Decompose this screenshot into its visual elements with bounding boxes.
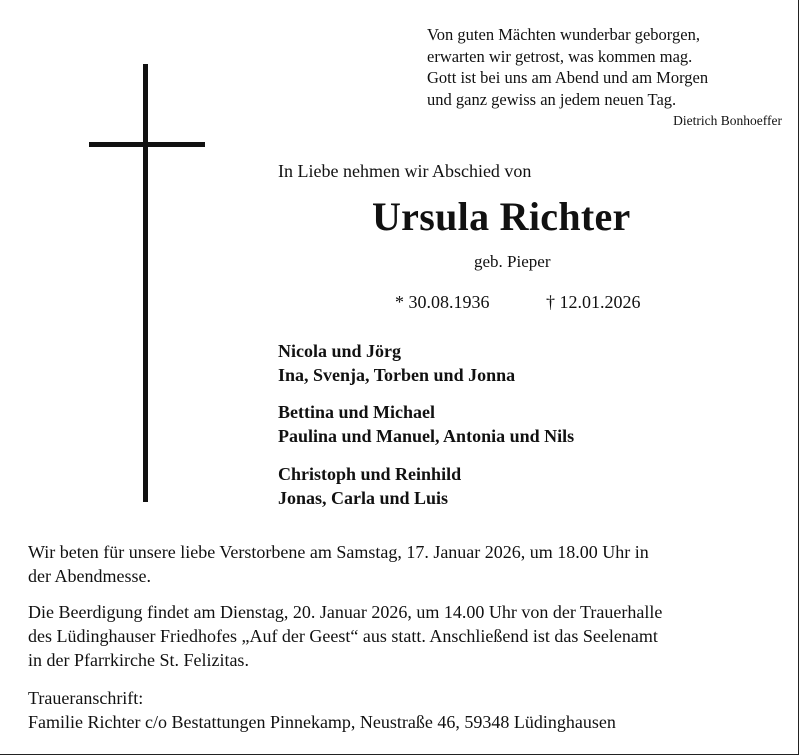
- family-group: [278, 339, 515, 387]
- family-line: Bettina und Michael: [278, 402, 436, 422]
- paragraph-line: Die Beerdigung findet am Dienstag, 20. Januar 2026, um 14.00 Uhr von der Trauerhalle: [28, 602, 663, 622]
- poem-line: Gott ist bei uns am Abend und am Morgen: [427, 68, 709, 87]
- paragraph-line: Familie Richter c/o Bestattungen Pinnekamp, Neustraße 46, 59348 Lüdinghausen: [28, 712, 616, 732]
- poem-line: und ganz gewiss an jedem neuen Tag.: [427, 89, 677, 109]
- paragraph-line: der Abendmesse.: [28, 566, 151, 586]
- paragraph-line: des Lüdinghauser Friedhofes „Auf der Geest“ aus statt. Anschließend ist das Seelenamt: [28, 626, 658, 646]
- paragraph-line: in der Pfarrkirche St. Felizitas.: [28, 650, 249, 670]
- birth-name: geb. Pieper: [474, 252, 551, 271]
- paragraph-line: Traueranschrift:: [28, 688, 144, 708]
- cross-horizontal-bar: [89, 142, 205, 147]
- poem: [427, 24, 787, 110]
- deceased-name: Ursula Richter: [372, 194, 631, 239]
- funeral-paragraph: [28, 600, 788, 672]
- family-line: Ina, Svenja, Torben und Jonna: [278, 365, 516, 385]
- family-line: Christoph und Reinhild: [278, 464, 462, 484]
- address-paragraph: [28, 686, 788, 734]
- cross-vertical-bar: [143, 64, 148, 502]
- family-line: Paulina und Manuel, Antonia und Nils: [278, 426, 575, 446]
- family-line: Nicola und Jörg: [278, 341, 402, 361]
- birth-date: * 30.08.1936: [395, 292, 490, 312]
- family-group: [278, 400, 574, 448]
- mass-paragraph: [28, 540, 788, 588]
- poem-line: Von guten Mächten wunderbar geborgen,: [427, 25, 700, 44]
- family-group: [278, 462, 461, 510]
- death-date: † 12.01.2026: [546, 292, 641, 312]
- poem-line: erwarten wir getrost, was kommen mag.: [427, 46, 693, 66]
- paragraph-line: Wir beten für unsere liebe Verstorbene am Samstag, 17. Januar 2026, um 18.00 Uhr in: [28, 542, 649, 562]
- poem-author: Dietrich Bonhoeffer: [673, 113, 782, 128]
- family-line: Jonas, Carla und Luis: [278, 488, 449, 508]
- intro-text: In Liebe nehmen wir Abschied von: [278, 161, 532, 181]
